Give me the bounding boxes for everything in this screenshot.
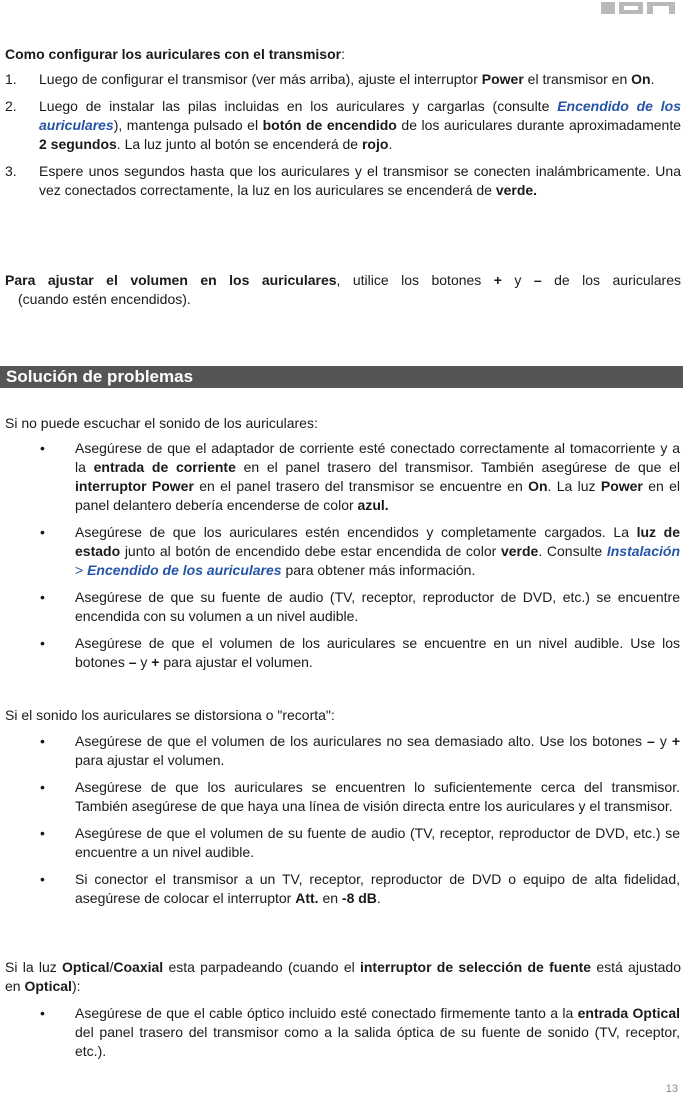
volume-paragraph: Para ajustar el volumen en los auriculares, utilice los botones + y – de los auriculares (cuando estén encendidos). bbox=[5, 272, 681, 307]
setup-steps-list bbox=[0, 70, 683, 208]
list-item: • Si conector el transmisor a un TV, receptor, reproductor de DVD o equipo de alta fidelidad, asegúrese de colocar el interruptor Att. en -8 dB. bbox=[40, 871, 680, 906]
optical-list bbox=[0, 1004, 683, 1069]
section-heading: Como configurar los auriculares con el transmisor: bbox=[5, 46, 345, 62]
list-item: • Asegúrese de que el volumen de los auriculares no sea demasiado alto. Use los botones – y + para ajustar el volumen. bbox=[40, 733, 680, 768]
list-item: 1. Luego de configurar el transmisor (ver más arriba), ajuste el interruptor Power el transmisor en On. bbox=[5, 71, 655, 87]
section-banner bbox=[0, 366, 683, 388]
list-item: • Asegúrese de que el volumen de su fuente de audio (TV, receptor, reproductor de DVD, etc.) se encuentre a un nivel audible. bbox=[40, 825, 680, 860]
list-item: • Asegúrese de que el adaptador de corriente esté conectado correctamente al tomacorriente y a la entrada de corriente en el panel trasero del transmisor. También asegúrese de que el interruptor Power en el panel trasero del transmisor se encuentre en On. La luz Power en el panel delantero debería encenderse de color azul. bbox=[40, 440, 680, 513]
list-item: • Asegúrese de que el cable óptico incluido esté conectado firmemente tanto a la entrada Optical del panel trasero del transmisor como a la salida óptica de su fuente de sonido (TV, receptor, etc.). bbox=[40, 1005, 680, 1059]
intro-no-sound: Si no puede escuchar el sonido de los auriculares: bbox=[5, 415, 318, 431]
ion-logo-icon bbox=[601, 0, 675, 16]
list-item: • Asegúrese de que los auriculares se encuentren lo suficientemente cerca del transmisor. También asegúrese de que haya una línea de visión directa entre los auriculares y el transmisor. bbox=[40, 779, 680, 814]
intro-distortion: Si el sonido los auriculares se distorsiona o "recorta": bbox=[5, 707, 335, 723]
list-item: 3. Espere unos segundos hasta que los auriculares y el transmisor se conecten inalámbricamente. Una vez conectados correctamente, la luz en los auriculares se encenderá de verde. bbox=[5, 163, 681, 198]
list-item: 2. Luego de instalar las pilas incluidas en los auriculares y cargarlas (consulte Encendido de los auriculares), mantenga pulsado el botón de encendido de los auriculares durante aproximadamente 2 segundos. La luz junto al botón se encenderá de rojo. bbox=[5, 98, 682, 152]
page-number: 13 bbox=[665, 1083, 678, 1095]
link-instalacion[interactable]: Instalación bbox=[606, 543, 680, 559]
distortion-list bbox=[0, 732, 683, 916]
link-encendido-auriculares[interactable]: Encendido de los auriculares bbox=[87, 562, 282, 578]
link-encendido-auriculares[interactable]: Encendido de los auriculares bbox=[39, 98, 682, 133]
intro-optical-blinking: Si la luz Optical/Coaxial esta parpadeando (cuando el interruptor de selección de fuente está ajustado en Optical): bbox=[5, 959, 681, 994]
list-item: • Asegúrese de que su fuente de audio (TV, receptor, reproductor de DVD, etc.) se encuentre encendida con su volumen a un nivel audible. bbox=[40, 589, 680, 624]
page-title: Solución de problemas bbox=[6, 367, 194, 386]
no-sound-list bbox=[0, 439, 683, 680]
list-item: • Asegúrese de que los auriculares estén encendidos y completamente cargados. La luz de estado junto al botón de encendido debe estar encendida de color verde. Consulte Instalación > Encendido de los auriculares para obtener más información. bbox=[40, 524, 681, 578]
list-item: • Asegúrese de que el volumen de los auriculares se encuentre en un nivel audible. Use los botones – y + para ajustar el volumen. bbox=[40, 635, 680, 670]
